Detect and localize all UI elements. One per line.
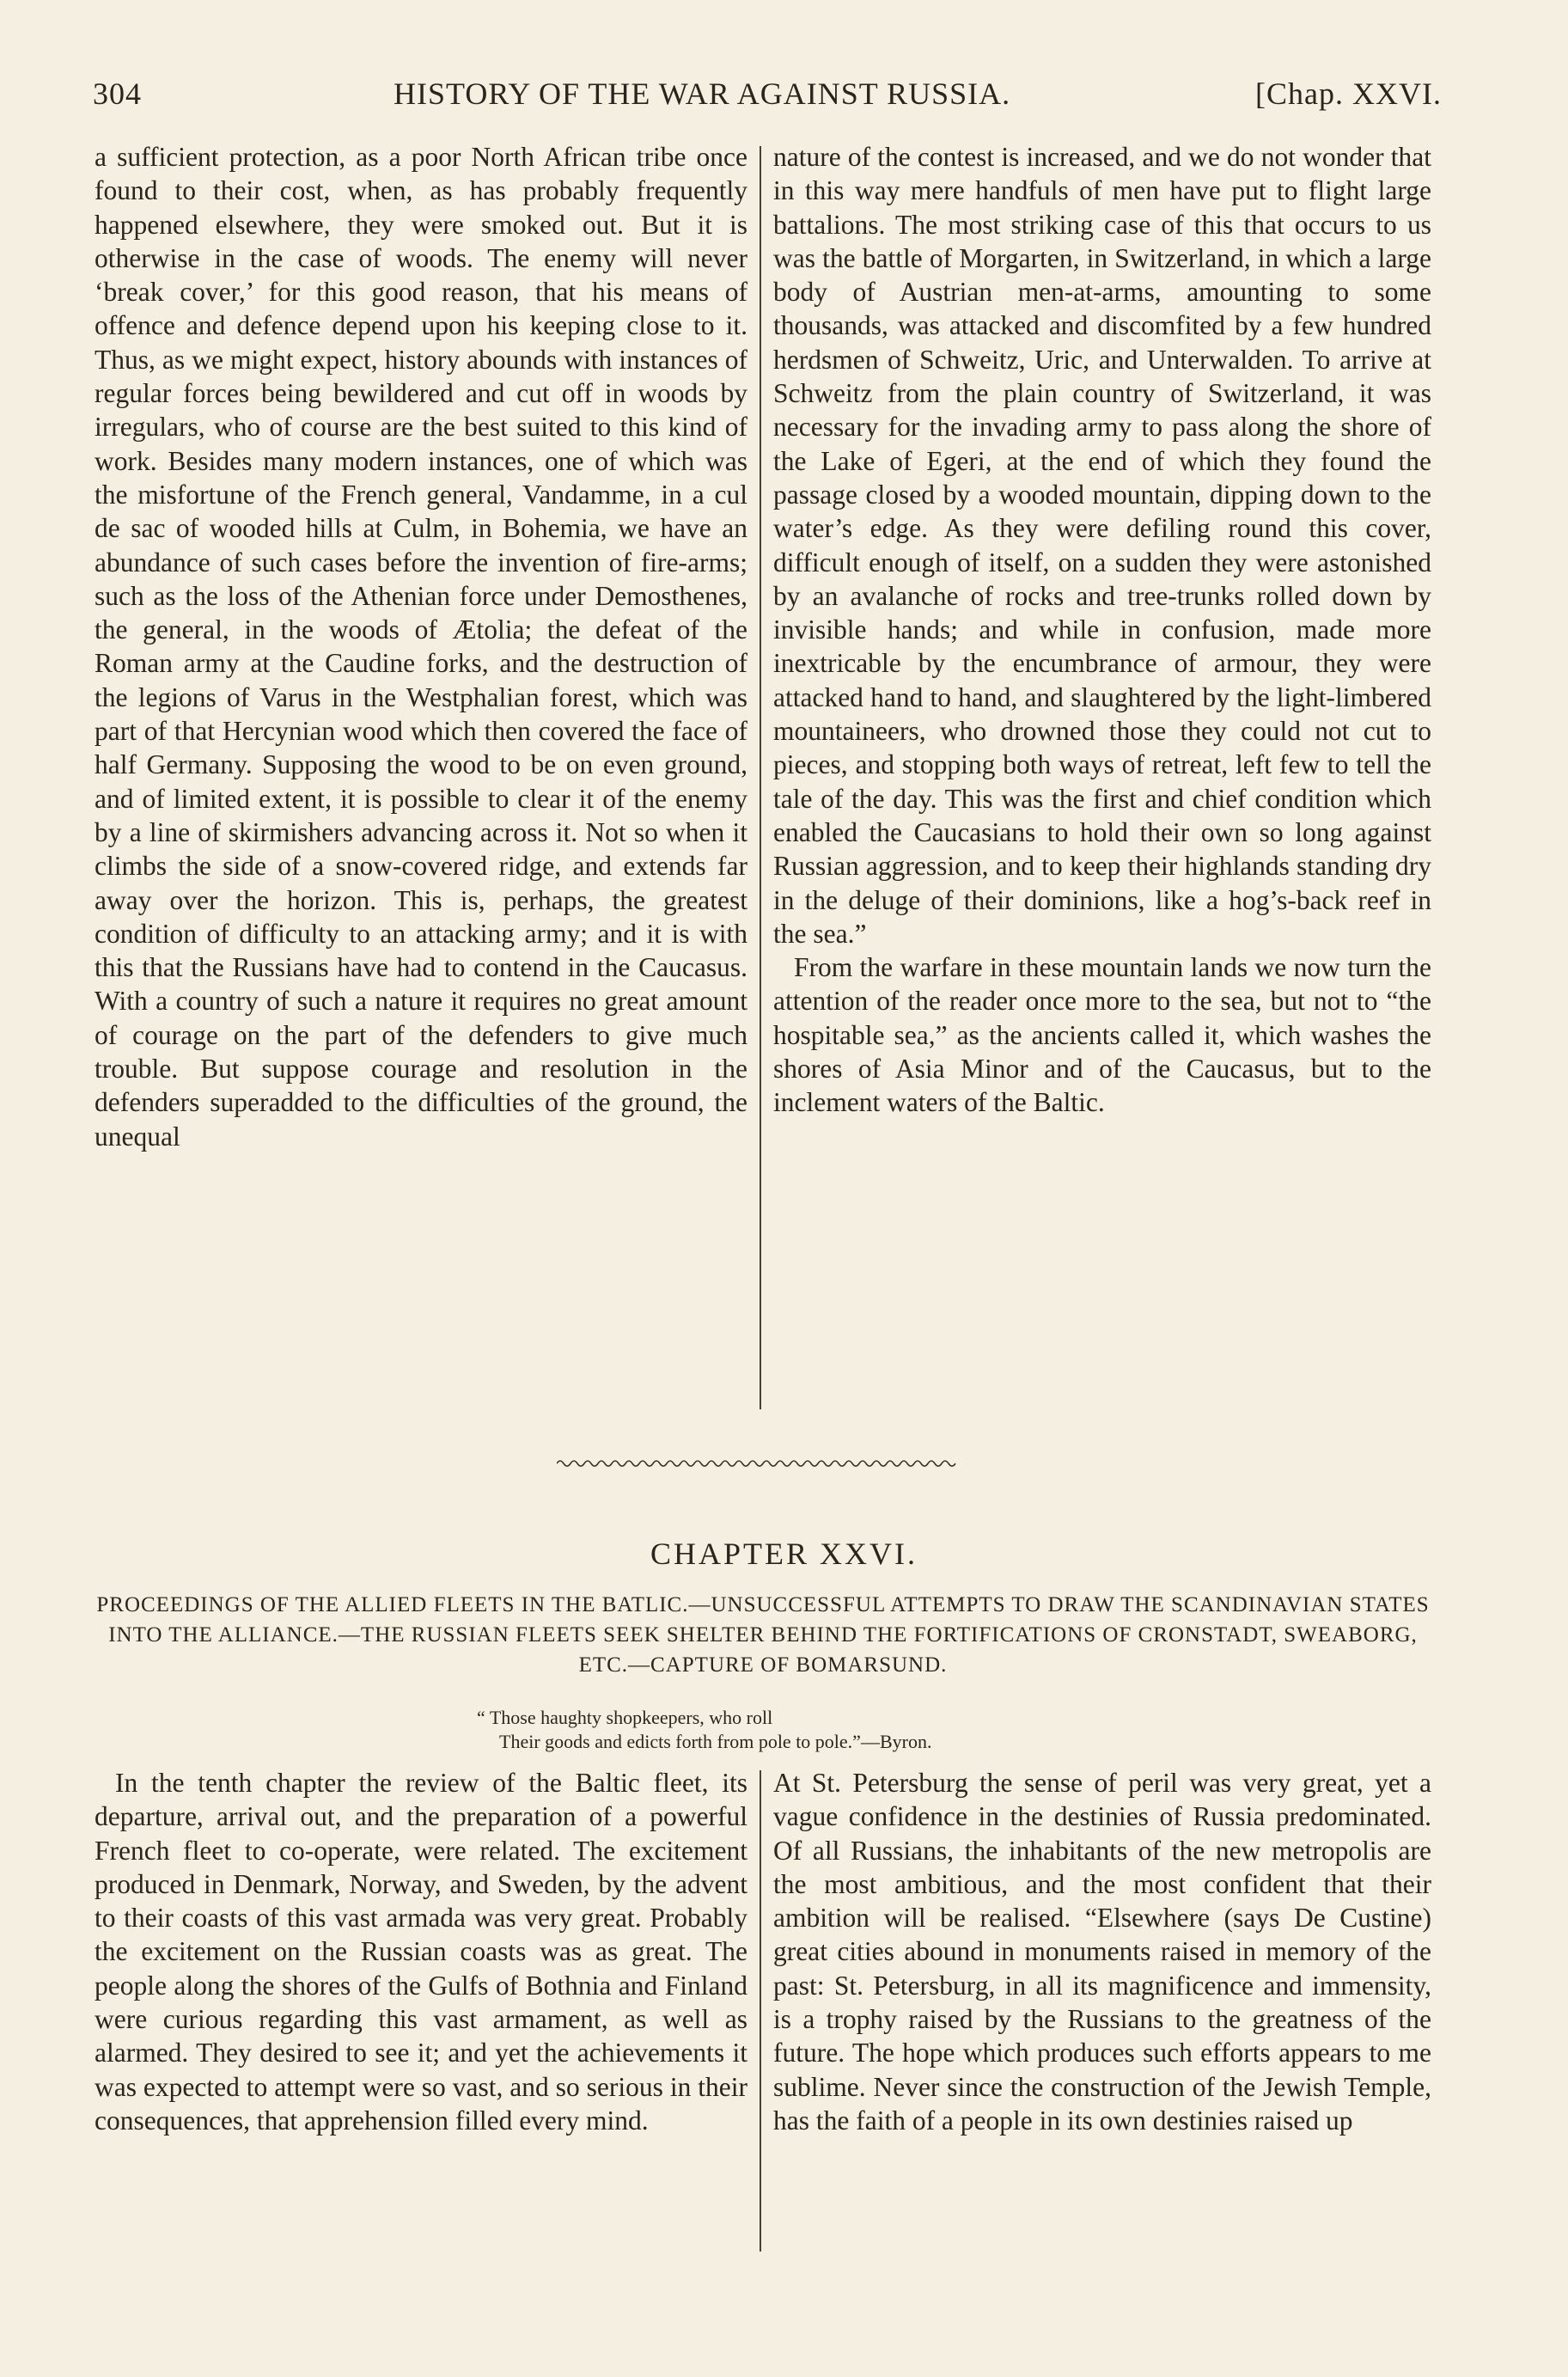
paragraph: In the tenth chapter the review of the Baltic fleet, its departure, arrival out, and the preparation of a powerful French fleet to co-operate, were related. The excitement produced in Denmark, Norway, and Sweden, by the advent to their coasts of this vast armada was very great. Probably the excitement on the Russian coasts was as great. The people along the shores of the Gulfs of Bothnia and Finland were curious regarding this vast armament, as well as alarmed. They desired to see it; and yet the achievements it was expected to attempt were so vast, and so serious in their consequences, that apprehension filled every mind. <box>95 1768 747 2136</box>
epigraph-line: Their goods and edicts forth from pole to pole.”—Byron. <box>499 1731 932 1752</box>
paragraph: nature of the contest is increased, and we do not wonder that in this way mere handfuls of men have put to flight large battalions. The most striking case of this that occurs to us was the battle of Morgarten, in Switzerland, in which a large body of Austrian men-at-arms, amounting to some thousands, was attacked and discomfited by a few hundred herdsmen of Schweitz, Uric, and Unterwalden. To arrive at Schweitz from the plain country of Switzerland, it was necessary for the invading army to pass along the shore of the Lake of Egeri, at the end of which they found the passage closed by a wooded mountain, dipping down to the water’s edge. As they were defiling round this cover, difficult enough of itself, on a sudden they were astonished by an avalanche of rocks and tree-trunks rolled down by invisible hands; and while in confusion, made more inextricable by the encumbrance of armour, they were attacked hand to hand, and slaughtered by the light-limbered mountaineers, who drowned those they could not cut to pieces, and stopping both ways of retreat, left few to tell the tale of the day. This was the first and chief condition which enabled the Caucasians to hold their own so long against Russian aggression, and to keep their highlands standing dry in the deluge of their dominions, like a hog’s-back reef in the sea.” <box>773 142 1431 949</box>
column-left-bottom <box>95 1766 747 2137</box>
column-divider <box>760 1770 761 2252</box>
column-divider <box>760 146 761 1409</box>
paragraph: a sufficient protection, as a poor North African tribe once found to their cost, when, as has probably frequently happened elsewhere, they were smoked out. But it is otherwise in the case of woods. The enemy will never ‘break cover,’ for this good reason, that his means of offence and defence depend upon his keeping close to it. Thus, as we might expect, history abounds with instances of regular forces being bewildered and cut off in woods by irregulars, who of course are the best suited to this kind of work. Besides many modern instances, one of which was the misfortune of the French general, Vandamme, in a cul de sac of wooded hills at Culm, in Bohemia, we have an abundance of such cases before the invention of fire-arms; such as the loss of the Athenian force under Demosthenes, the general, in the woods of Ætolia; the defeat of the Roman army at the Caudine forks, and the destruction of the legions of Varus in the Westphalian forest, which was part of that Hercynian wood which then covered the face of half Germany. Supposing the wood to be on even ground, and of limited extent, it is possible to clear it of the enemy by a line of skirmishers advancing across it. Not so when it climbs the side of a snow-covered ridge, and extends far away over the horizon. This is, perhaps, the greatest condition of difficulty to an attacking army; and it is with this that the Russians have had to contend in the Caucasus. With a country of such a nature it requires no great amount of courage on the part of the defenders to give much trouble. But suppose courage and resolution in the defenders superadded to the difficulties of the ground, the unequal <box>95 142 747 1152</box>
column-left-top <box>95 140 747 1153</box>
chapter-summary: PROCEEDINGS OF THE ALLIED FLEETS IN THE BATLIC.—UNSUCCESSFUL ATTEMPTS TO DRAW THE SCANDINAVIAN STATES INTO THE ALLIANCE.—THE RUSSIAN FLEETS SEEK SHELTER BEHIND THE FORTIFICATIONS OF CRONSTADT, SWEABORG, ETC.—CAPTURE OF BOMARSUND. <box>96 1593 1430 1677</box>
chapter-title: CHAPTER XXVI. <box>650 1537 918 1571</box>
chapter-reference: [Chap. XXVI. <box>1255 76 1442 111</box>
running-title: HISTORY OF THE WAR AGAINST RUSSIA. <box>394 76 1011 111</box>
epigraph-line: “ Those haughty shopkeepers, who roll <box>477 1707 773 1728</box>
column-right-top <box>773 140 1431 1120</box>
column-right-bottom <box>773 1766 1431 2137</box>
paragraph: From the warfare in these mountain lands we now turn the attention of the reader once more to the sea, but not to “the hospitable sea,” as the ancients called it, which washes the shores of Asia Minor and of the Caucasus, but to the inclement waters of the Baltic. <box>773 952 1431 1118</box>
epigraph <box>477 1706 1250 1754</box>
page-number: 304 <box>93 76 142 111</box>
wavy-ornament-divider <box>557 1457 957 1470</box>
paragraph: At St. Petersburg the sense of peril was very great, yet a vague confidence in the destinies of Russia predominated. Of all Russians, the inhabitants of the new metropolis are the most ambitious, and the most confident that their ambition will be realised. “Elsewhere (says De Custine) great cities abound in monuments raised in memory of the past: St. Petersburg, in all its magnificence and immensity, is a trophy raised by the Russians to the greatness of the future. The hope which produces such efforts appears to me sublime. Never since the construction of the Jewish Temple, has the faith of a people in its own destinies raised up <box>773 1768 1431 2136</box>
